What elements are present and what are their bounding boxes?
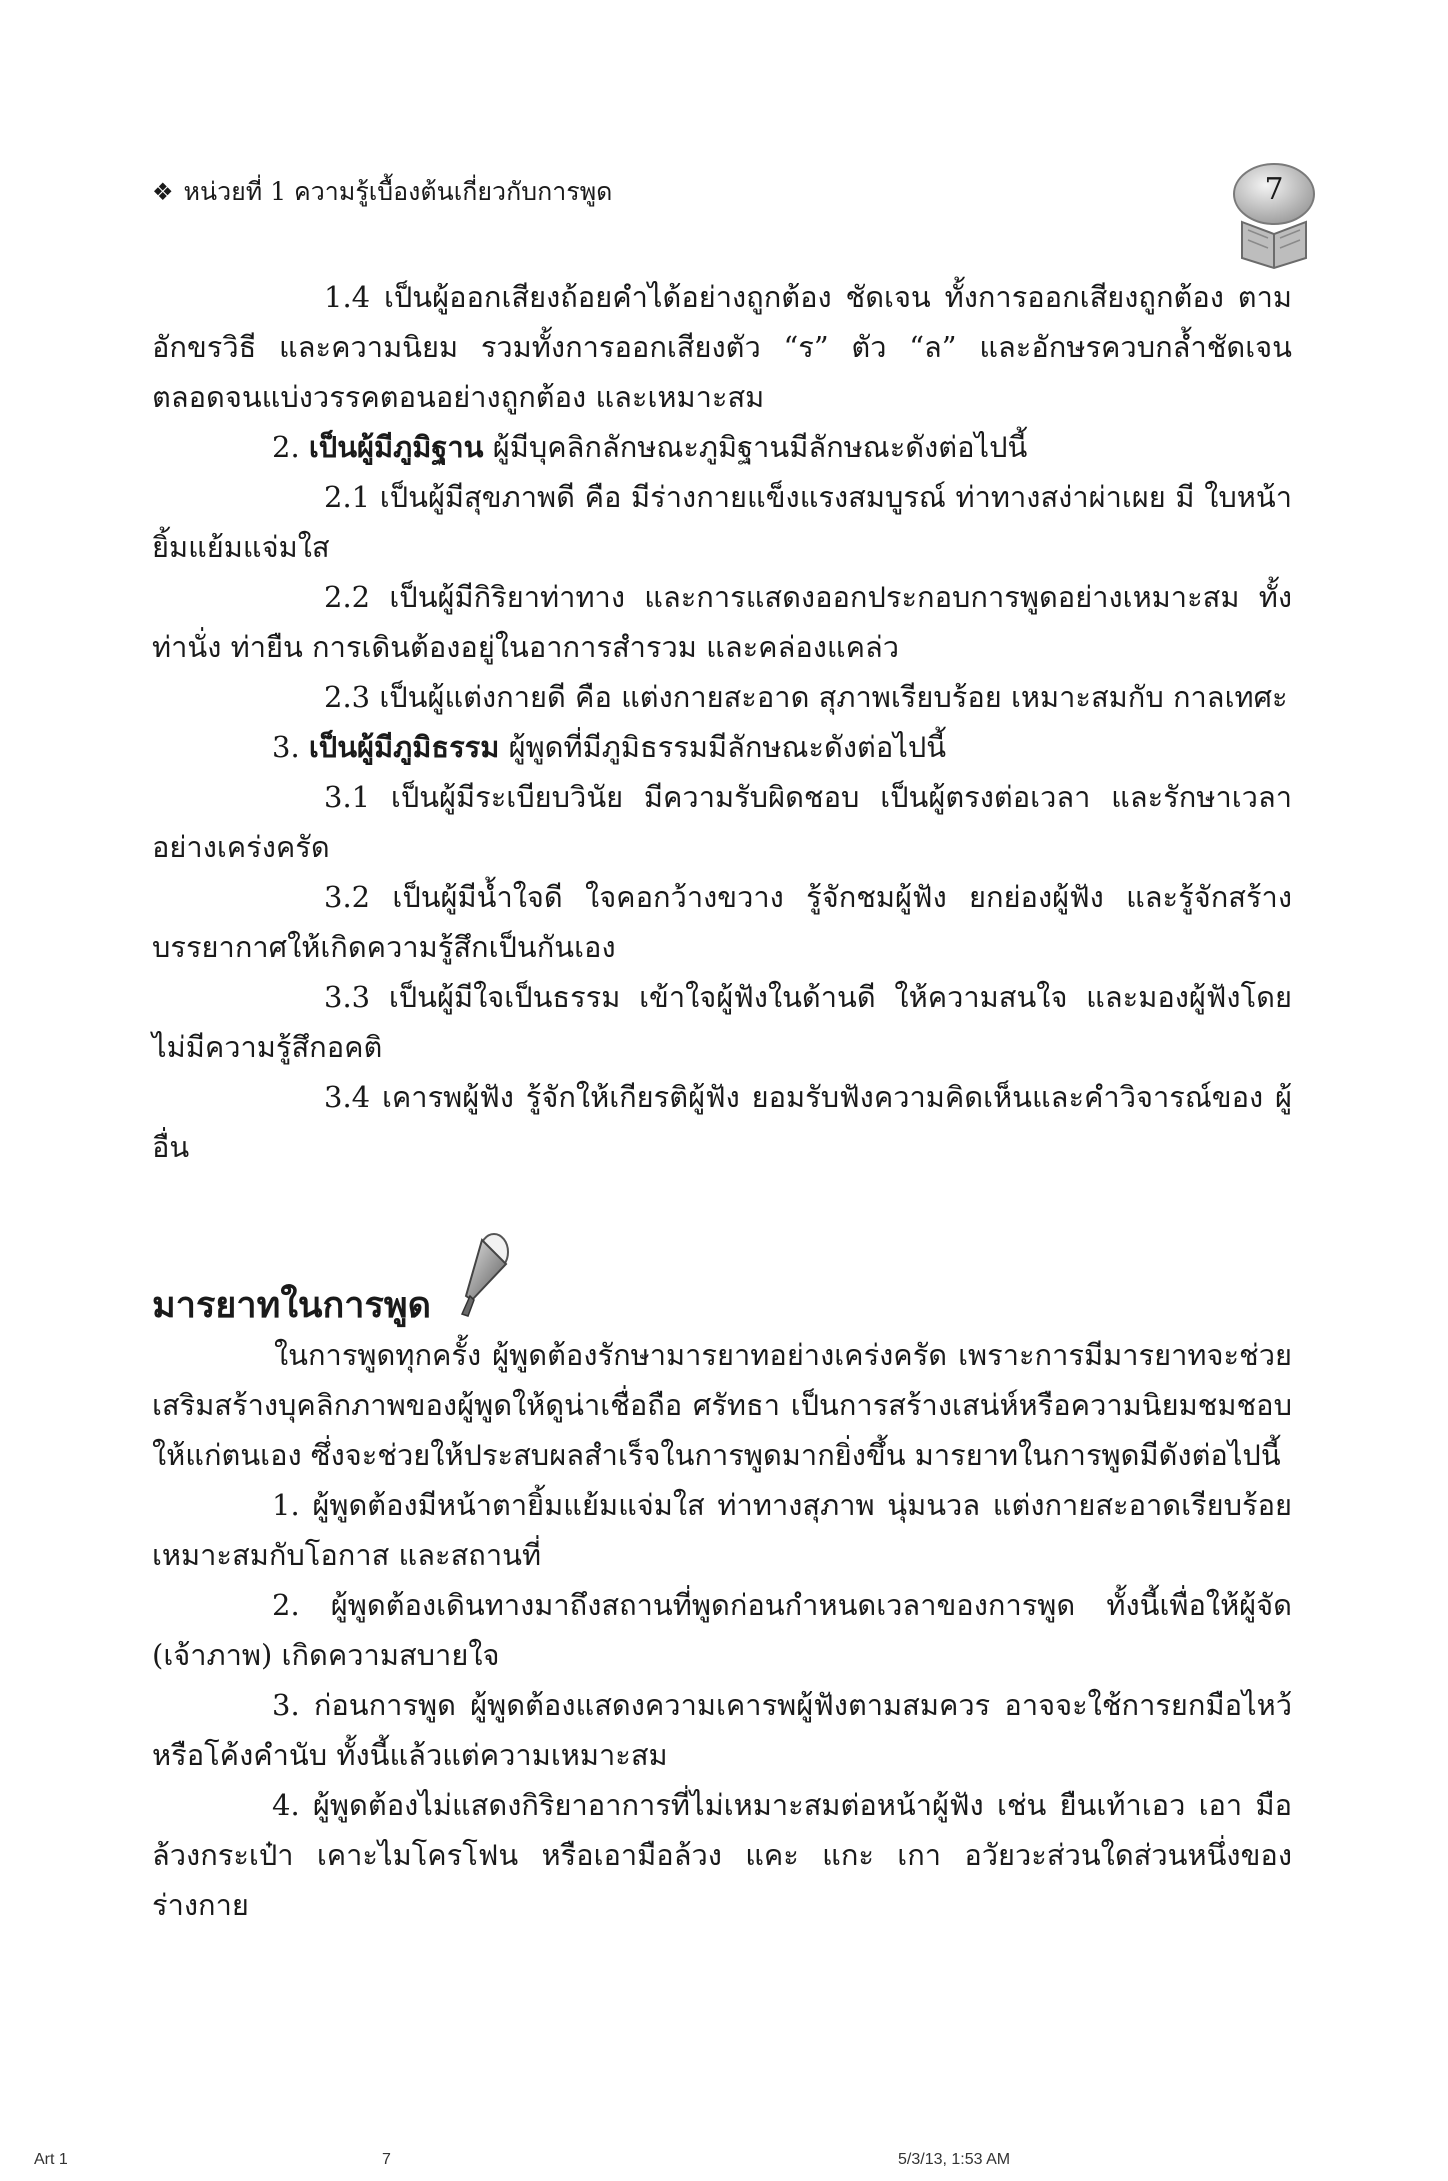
page-number: 7 (1264, 172, 1284, 207)
page-number-badge (1228, 160, 1320, 270)
paragraph-3-4 (152, 1072, 1292, 1172)
paragraph-3-3 (152, 972, 1292, 1072)
item-heading: เป็นผู้มีภูมิฐาน (308, 430, 484, 464)
intro-paragraph: ในการพูดทุกครั้ง ผู้พูดต้องรักษามารยาทอย่างเคร่งครัด เพราะการมีมารยาทจะช่วย เสริมสร้างบุคลิกภาพของผู้พูดให้ดูน่าเชื่อถือ ศรัทธา เป็นการสร้างเสน่ห์หรือความนิยมชมชอบ ให้แก่ตนเอง ซึ่งจะช่วยให้ประสบผลสำเร็จในการพูดมากยิ่งขึ้น มารยาทในการพูดมีดังต่อไปนี้ (152, 1338, 1292, 1472)
item-number: 3. (272, 1688, 300, 1722)
item-text: ก่อนการพูด ผู้พูดต้องแสดงความเคารพผู้ฟังตามสมควร อาจจะใช้การยกมือไหว้ หรือโค้งคำนับ ทั้งนี้แล้วแต่ความเหมาะสม (152, 1688, 1292, 1772)
item-text: ผู้พูดต้องไม่แสดงกิริยาอาการที่ไม่เหมาะสมต่อหน้าผู้ฟัง เช่น ยืนเท้าเอว เอา มือล้วงกระเป๋า เคาะไมโครโฟน หรือเอามือล้วง แคะ แกะ เกา อวัยวะส่วนใดส่วนหนึ่งของ ร่างกาย (152, 1788, 1292, 1922)
etiquette-item-3 (152, 1680, 1292, 1780)
paragraph-2 (152, 422, 1292, 472)
item-number: 2. (272, 1588, 300, 1622)
item-text: เป็นผู้แต่งกายดี คือ แต่งกายสะอาด สุภาพเรียบร้อย เหมาะสมกับ กาลเทศะ (379, 680, 1288, 714)
section-title: มารยาทในการพูด (152, 1284, 431, 1326)
etiquette-item-1 (152, 1480, 1292, 1580)
unit-title: หน่วยที่ 1 ความรู้เบื้องต้นเกี่ยวกับการพูด (183, 177, 613, 206)
item-text: ผู้พูดต้องมีหน้าตายิ้มแย้มแจ่มใส ท่าทางสุภาพ นุ่มนวล แต่งกายสะอาดเรียบร้อย เหมาะสมกับโอกาส และสถานที่ (152, 1488, 1292, 1572)
item-heading: เป็นผู้มีภูมิธรรม (308, 730, 500, 764)
item-text: เป็นผู้มีกิริยาท่าทาง และการแสดงออกประกอบการพูดอย่างเหมาะสม ทั้ง ท่านั่ง ท่ายืน การเดินต้องอยู่ในอาการสำรวม และคล่องแคล่ว (152, 580, 1292, 664)
etiquette-item-2 (152, 1580, 1292, 1680)
item-text: เป็นผู้ออกเสียงถ้อยคำได้อย่างถูกต้อง ชัดเจน ทั้งการออกเสียงถูกต้อง ตามอักขรวิธี และความนิยม รวมทั้งการออกเสียงตัว “ร” ตัว “ล” และอักษรควบกล้ำชัดเจน ตลอดจนแบ่งวรรคตอนอย่างถูกต้อง และเหมาะสม (152, 280, 1293, 414)
paragraph-3-1 (152, 772, 1292, 872)
item-number: 4. (272, 1788, 300, 1822)
footer-page: 7 (382, 2151, 391, 2168)
item-number: 3.4 (324, 1080, 371, 1114)
paragraph-2-3 (152, 672, 1292, 722)
item-number: 2.3 (324, 680, 371, 714)
item-text: ผู้มีบุคลิกลักษณะภูมิฐานมีลักษณะดังต่อไปนี้ (492, 430, 1028, 464)
paragraph-2-2 (152, 572, 1292, 672)
item-text: ผู้พูดที่มีภูมิธรรมมีลักษณะดังต่อไปนี้ (508, 730, 947, 764)
footer-file-name: Art 1 (34, 2151, 68, 2168)
item-text: ผู้พูดต้องเดินทางมาถึงสถานที่พูดก่อนกำหนดเวลาของการพูด ทั้งนี้เพื่อให้ผู้จัด (เจ้าภาพ) เกิดความสบายใจ (152, 1588, 1292, 1672)
body-text (152, 272, 1292, 1930)
paragraph-3-2 (152, 872, 1292, 972)
section-heading (152, 1220, 1292, 1330)
item-text: เป็นผู้มีสุขภาพดี คือ มีร่างกายแข็งแรงสมบูรณ์ ท่าทางสง่าผ่าเผย มี ใบหน้ายิ้มแย้มแจ่มใส (152, 480, 1292, 564)
running-header (152, 172, 612, 212)
item-number: 1. (272, 1488, 300, 1522)
paragraph-3 (152, 722, 1292, 772)
item-text: เป็นผู้มีระเบียบวินัย มีความรับผิดชอบ เป็นผู้ตรงต่อเวลา และรักษาเวลา อย่างเคร่งครัด (152, 780, 1293, 864)
item-text: เป็นผู้มีน้ำใจดี ใจคอกว้างขวาง รู้จักชมผู้ฟัง ยกย่องผู้ฟัง และรู้จักสร้าง บรรยากาศให้เกิดความรู้สึกเป็นกันเอง (152, 880, 1292, 964)
item-number: 2.2 (324, 580, 371, 614)
item-number: 2.1 (324, 480, 371, 514)
item-text: เคารพผู้ฟัง รู้จักให้เกียรติผู้ฟัง ยอมรับฟังความคิดเห็นและคำวิจารณ์ของ ผู้อื่น (152, 1080, 1292, 1164)
item-number: 1.4 (324, 280, 371, 314)
item-number: 3.2 (324, 880, 371, 914)
item-number: 2. (272, 430, 300, 464)
paragraph-2-1 (152, 472, 1292, 572)
item-number: 3.1 (324, 780, 371, 814)
item-text: เป็นผู้มีใจเป็นธรรม เข้าใจผู้ฟังในด้านดี ให้ความสนใจ และมองผู้ฟังโดย ไม่มีความรู้สึกอคติ (152, 980, 1292, 1064)
paragraph-1-4 (152, 272, 1292, 422)
megaphone-icon (452, 1230, 512, 1320)
item-number: 3.3 (324, 980, 371, 1014)
footer-timestamp: 5/3/13, 1:53 AM (898, 2151, 1011, 2168)
diamond-bullet-icon: ❖ (152, 178, 174, 206)
etiquette-item-4 (152, 1780, 1292, 1930)
item-number: 3. (272, 730, 300, 764)
